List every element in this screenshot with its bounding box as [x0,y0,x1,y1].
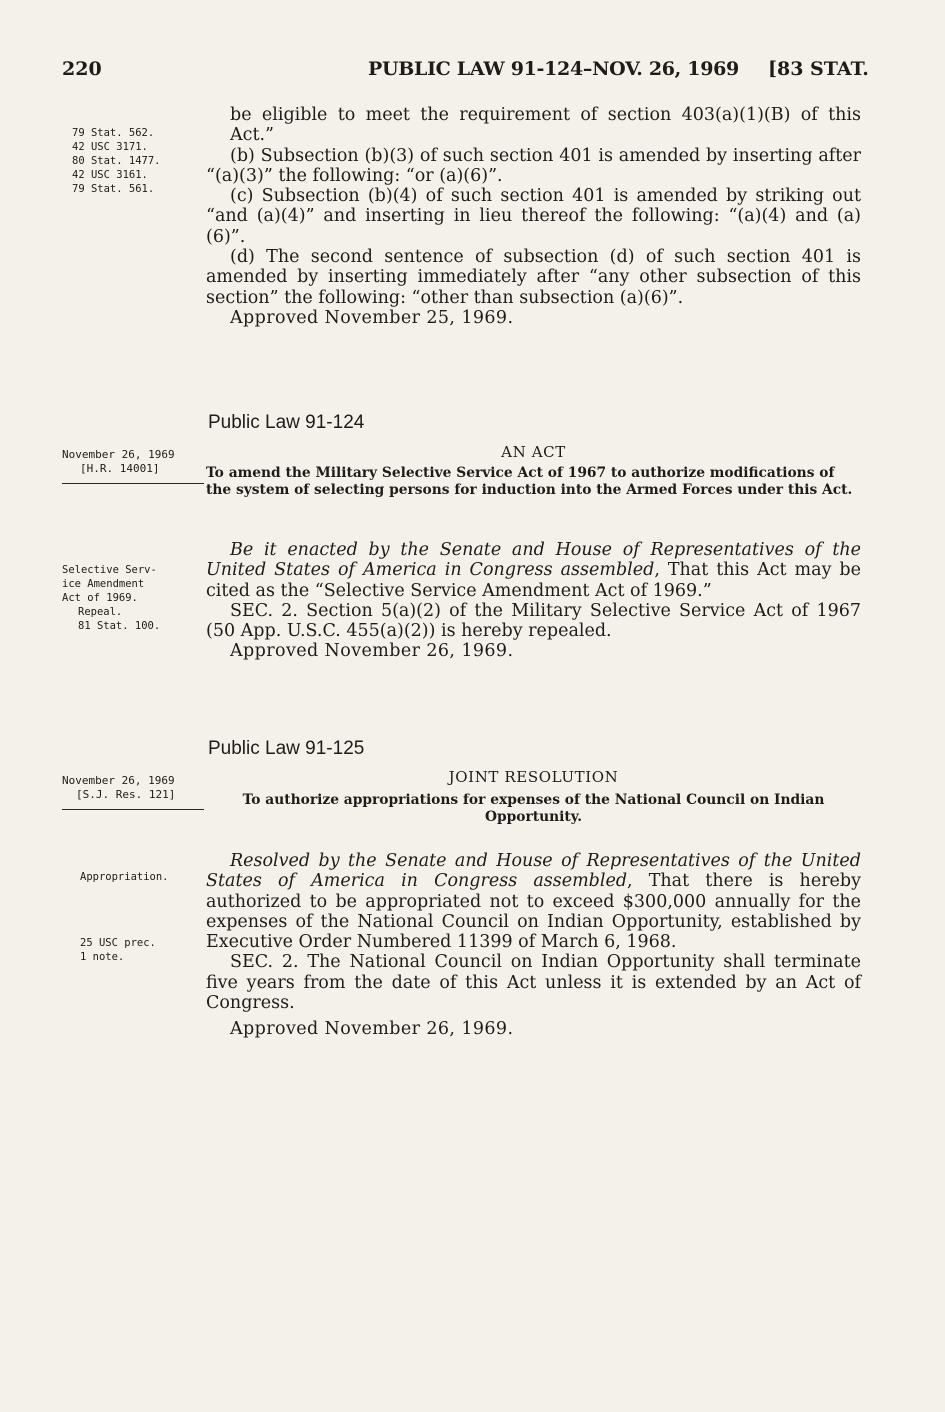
paragraph: (c) Subsection (b)(4) of such section 401 is amended by striking out “and (a)(4)” and inserting in lieu thereof the following: “(a)(4) and (a)(6)”. [206,186,861,247]
purpose-line: To authorize appropriations for expenses of the National Council on Indian [242,792,825,808]
approval-date: Approved November 26, 1969. [230,1019,514,1040]
enactment-date: November 26, 1969 [62,774,175,787]
margin-note: Selective Serv- [62,564,157,576]
act-purpose [206,465,861,499]
enacting-rest: , That this Act may be cited as the “Selective Service Amendment Act of 1969.” [206,560,861,601]
margin-usc [80,936,156,964]
act-label: AN ACT [501,443,566,461]
resolution-purpose [206,792,861,826]
enacting-italic: Be it enacted by the Senate and House of Representatives of the United States of America in Congress assembled [206,540,861,581]
paragraph: (d) The second sentence of subsection (d) of such section 401 is amended by inserting immediately after “any other subsection of this section” the following: “other than subsection (a)(6)”. [206,247,861,308]
section-2: SEC. 2. The National Council on Indian Opportunity shall terminate five years from the date of this Act unless it is extended by an Act of Congress. [206,952,861,1014]
margin-citation: 42 USC 3161. [72,169,148,181]
margin-note: 81 Stat. 100. [78,620,161,632]
margin-rule [62,809,204,810]
purpose-text: To amend the Military Selective Service Act of 1967 to authorize modifications of the system of selecting persons for induction into the Armed Forces under this Act. [206,465,853,498]
margin-citations-top [72,126,161,196]
enacting-clause [206,540,861,601]
resolving-clause [206,851,861,952]
top-section-body [206,105,861,328]
margin-citation: 79 Stat. 562. [72,127,155,139]
approval-date: Approved November 25, 1969. [230,307,514,328]
law-heading-91-124: Public Law 91-124 [208,412,365,433]
resolved-rest: , That there is hereby authorized to be appropriated not to exceed $300,000 annually for the expenses of the National Council on Indian Opportunity, established by Executive Order Numbered 11399 of March 6, 1968. [206,871,861,953]
law-125-date-note [62,774,175,802]
running-title: PUBLIC LAW 91-124–NOV. 26, 1969 [368,58,739,80]
law-heading-91-125: Public Law 91-125 [208,738,365,759]
section-2: SEC. 2. Section 5(a)(2) of the Military Selective Service Act of 1967 (50 App. U.S.C. 455(a)(2)) is hereby repealed. [206,600,861,642]
margin-appropriation: Appropriation. [80,871,169,883]
margin-citation: 42 USC 3171. [72,141,148,153]
resolved-italic: Resolved by the Senate and House of Representatives of the United States of America in Congress assembled [206,851,861,892]
purpose-line: Opportunity. [484,809,583,825]
page-number: 220 [62,58,102,80]
bill-number: [H.R. 14001] [80,462,160,475]
law-125-body [206,851,861,1040]
margin-note: Act of 1969. [62,592,138,604]
margin-notes-124 [62,563,160,633]
law-124-body [206,540,861,662]
statute-volume: [83 STAT. [768,58,869,80]
law-124-date-note [62,448,175,476]
resolution-label: JOINT RESOLUTION [448,768,619,786]
margin-citation: 1 note. [80,951,125,963]
margin-note: ice Amendment [62,578,145,590]
approval-date: Approved November 26, 1969. [230,641,514,662]
enactment-date: November 26, 1969 [62,448,175,461]
paragraph: be eligible to meet the requirement of section 403(a)(1)(B) of this Act.” [230,105,861,146]
margin-citation: 79 Stat. 561. [72,183,155,195]
paragraph: (b) Subsection (b)(3) of such section 401 is amended by inserting after “(a)(3)” the following: “or (a)(6)”. [206,145,861,186]
margin-citation: 80 Stat. 1477. [72,155,161,167]
bill-number: [S.J. Res. 121] [76,788,176,801]
margin-note: Repeal. [78,606,123,618]
margin-rule [62,483,204,484]
margin-citation: 25 USC prec. [80,937,156,949]
